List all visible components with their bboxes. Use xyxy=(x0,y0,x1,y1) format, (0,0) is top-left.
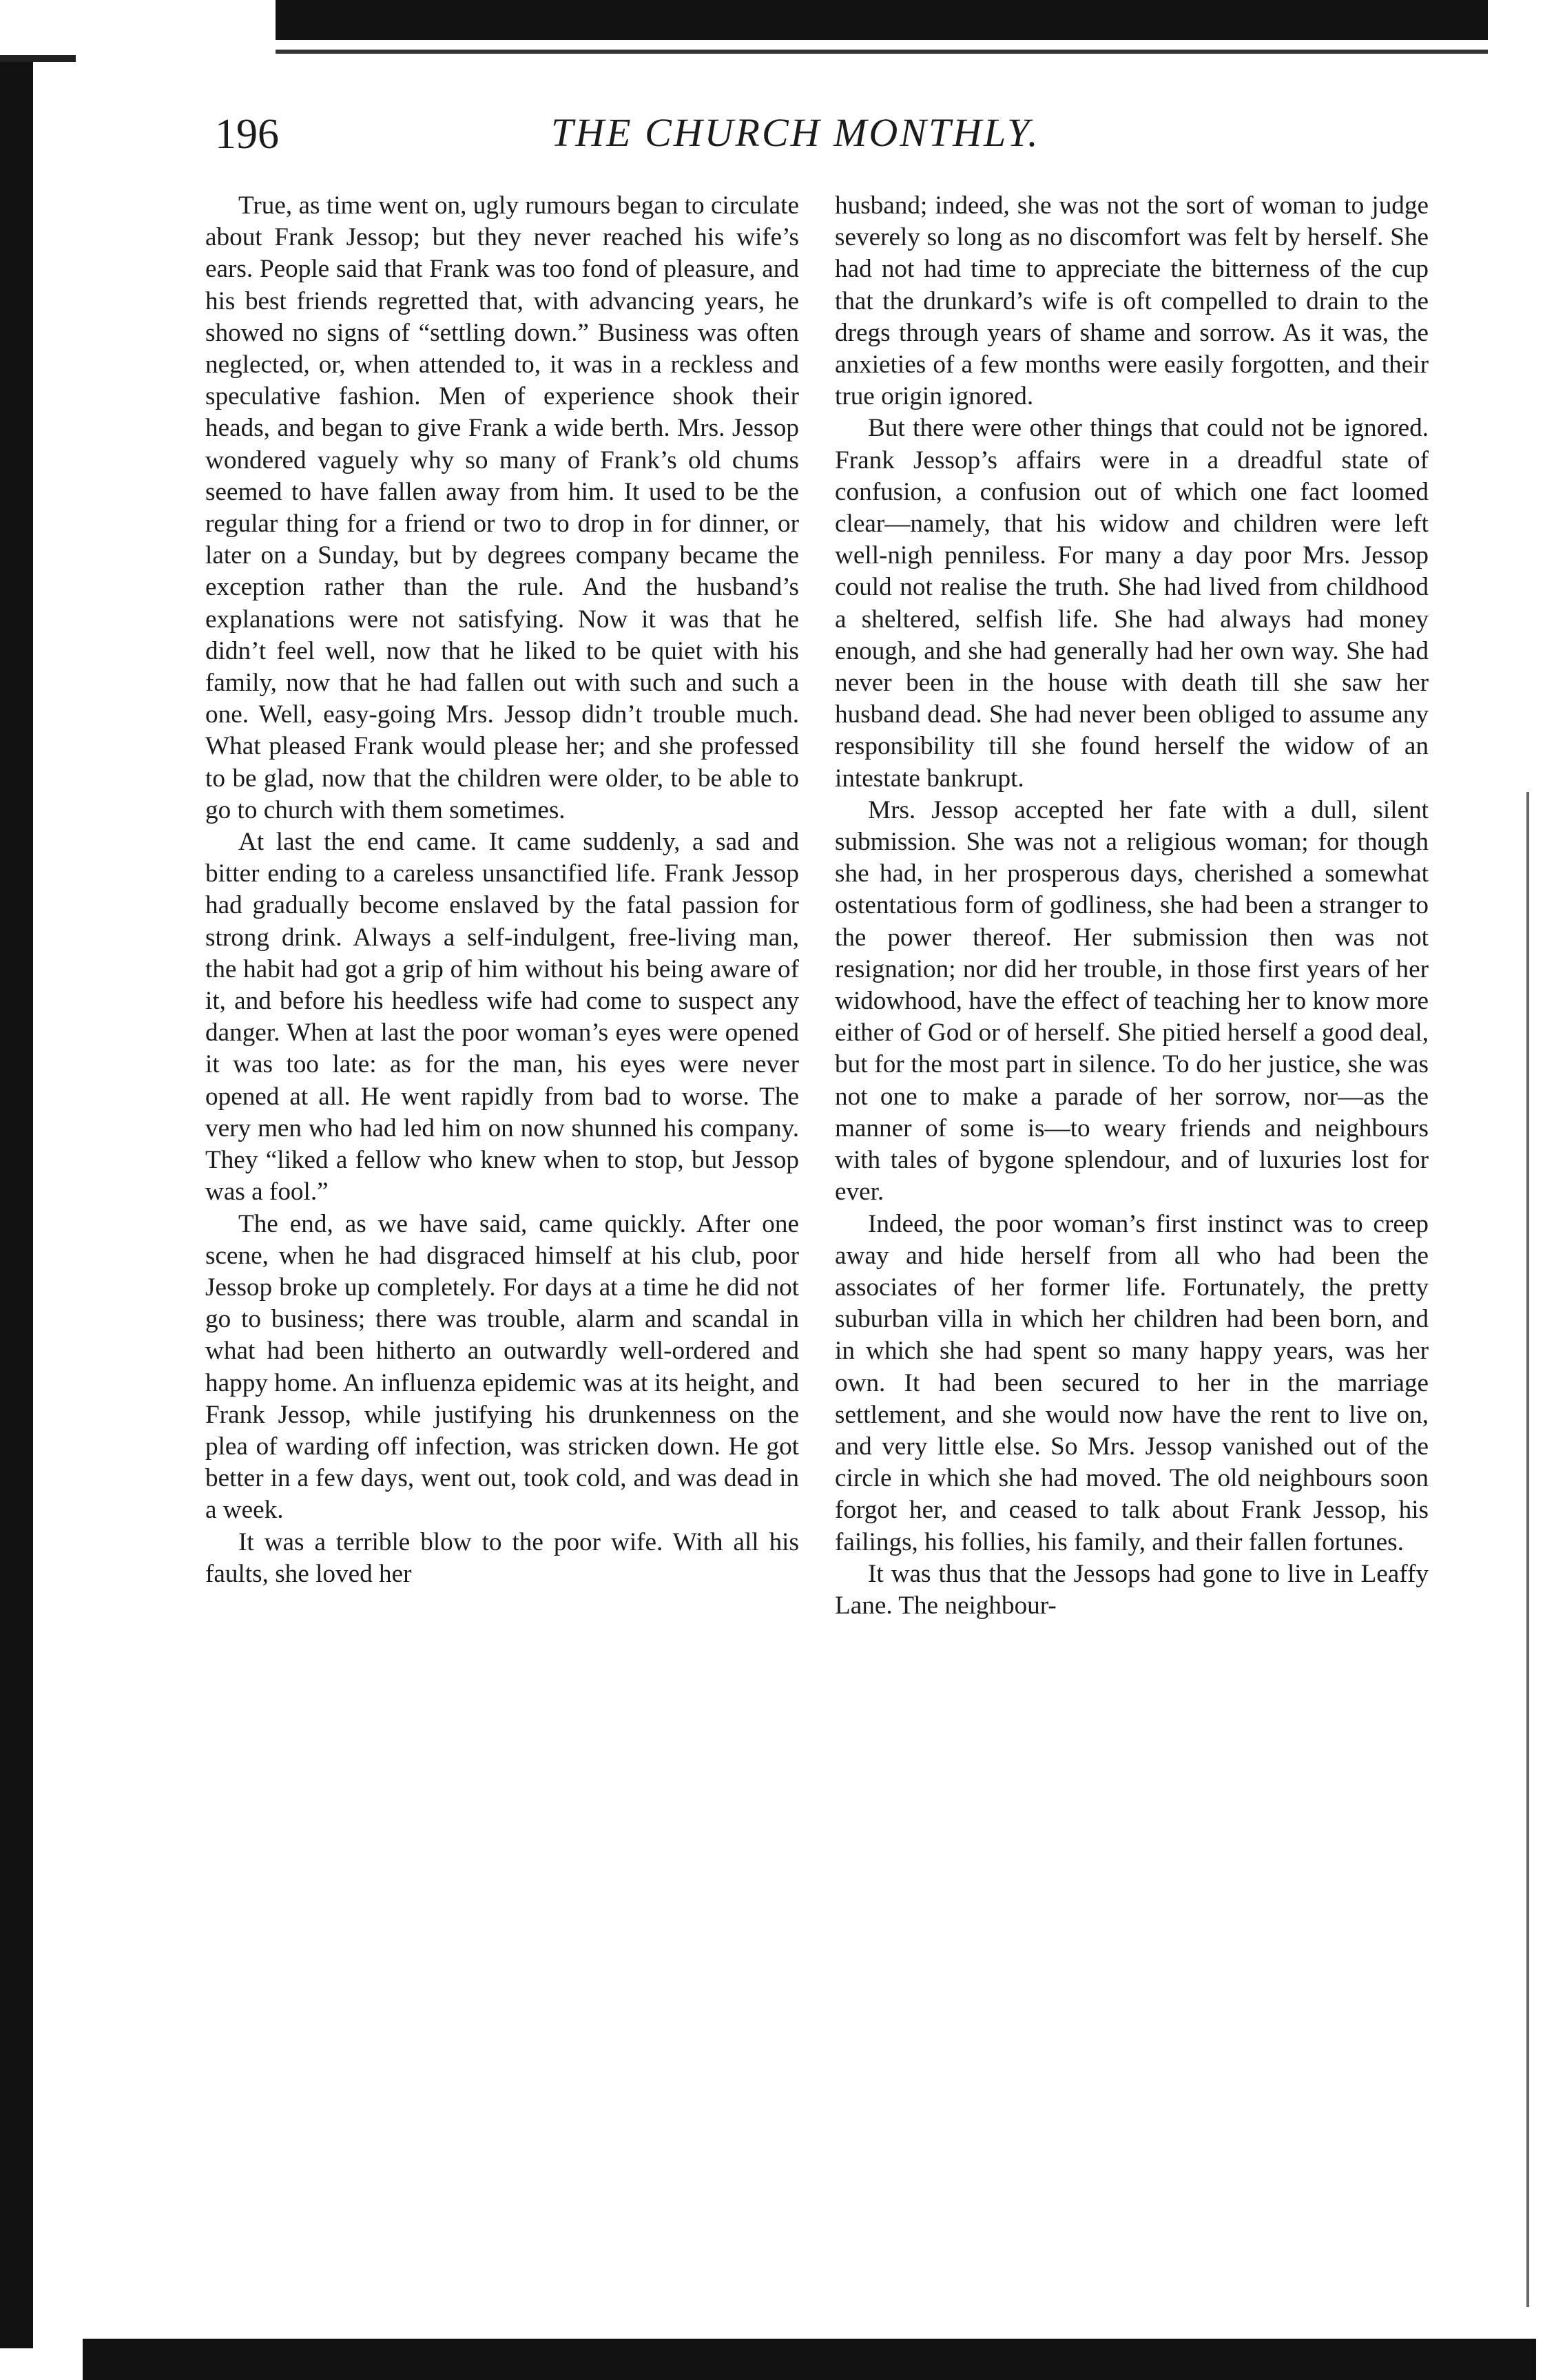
paragraph: Mrs. Jessop accepted her fate with a dull, silent submission. She was not a religious woman; for though she had, in her prosperous days, cherished a somewhat ostentatious form of godliness, she had been a stranger to the power thereof. Her submission then was not resignation; nor did her trouble, in those first years of her widowhood, have the effect of teaching her to know more either of God or of herself. She pitied herself a good deal, but for the most part in silence. To do her justice, she was not one to make a parade of her sorrow, nor—as the manner of some is—to weary friends and neighbours with tales of bygone splendour, and of luxuries lost for ever. xyxy=(835,795,1429,1207)
top-thin-rule xyxy=(276,50,1488,54)
paragraph: True, as time went on, ugly rumours began to circulate about Frank Jessop; but they never reached his wife’s ears. People said that Frank was too fond of pleasure, and his best friends regretted that, with advancing years, he showed no signs of “settling down.” Business was often neglected, or, when attended to, it was in a reckless and speculative fashion. Men of experience shook their heads, and began to give Frank a wide berth. Mrs. Jessop wondered vaguely why so many of Frank’s old chums seemed to have fallen away from him. It used to be the regular thing for a friend or two to drop in for dinner, or later on a Sunday, but by degrees company became the exception rather than the rule. And the husband’s explanations were not satisfying. Now it was that he didn’t feel well, now that he liked to be quiet with his family, now that he had fallen out with such and such a one. Well, easy-going Mrs. Jessop didn’t trouble much. What pleased Frank would please her; and she professed to be glad, now that the children were older, to be able to go to church with them sometimes. xyxy=(205,191,799,824)
running-title: THE CHURCH MONTHLY. xyxy=(551,110,1040,155)
left-border-rule xyxy=(0,55,33,2348)
right-column xyxy=(835,190,1429,1622)
page-number: 196 xyxy=(215,111,279,158)
paragraph: Indeed, the poor woman’s first instinct was to creep away and hide herself from all who had been the associates of her former life. Fortunately, the pretty suburban villa in which her children had been born, and in which she had spent so many happy years, was her own. It had been secured to her in the marriage settlement, and she would now have the rent to live on, and very little else. So Mrs. Jessop vanished out of the circle in which she had moved. The old neighbours soon forgot her, and ceased to talk about Frank Jessop, his failings, his follies, his family, and their fallen fortunes. xyxy=(835,1209,1429,1556)
bottom-border-rule xyxy=(83,2339,1536,2380)
top-border-rule xyxy=(276,0,1488,40)
paragraph: It was a terrible blow to the poor wife. With all his faults, she loved her xyxy=(205,1527,799,1588)
paragraph: At last the end came. It came suddenly, a sad and bitter ending to a careless unsanctified life. Frank Jessop had gradually become enslaved by the fatal passion for strong drink. Always a self-indulgent, free-living man, the habit had got a grip of him without his being aware of it, and before his heedless wife had come to suspect any danger. When at last the poor woman’s eyes were opened it was too late: as for the man, his eyes were never opened at all. He went rapidly from bad to worse. The very men who had led him on now shunned his company. They “liked a fellow who knew when to stop, but Jessop was a fool.” xyxy=(205,828,799,1207)
paragraph: But there were other things that could not be ignored. Frank Jessop’s affairs were in a dreadful state of confusion, a confusion out of which one fact loomed clear—namely, that his widow and children were left well-nigh penniless. For many a day poor Mrs. Jessop could not realise the truth. She had lived from childhood a sheltered, selfish life. She had always had money enough, and she had generally had her own way. She had never been in the house with death till she saw her husband dead. She had never been obliged to assume any responsibility till she found herself the widow of an intestate bankrupt. xyxy=(835,414,1429,793)
left-border-cap xyxy=(0,55,76,62)
paragraph: The end, as we have said, came quickly. After one scene, when he had disgraced himself at his club, poor Jessop broke up completely. For days at a time he did not go to business; there was trouble, alarm and scandal in what had been hitherto an outwardly well-ordered and happy home. An influenza epidemic was at its height, and Frank Jessop, while justifying his drunkenness on the plea of warding off infection, was stricken down. He got better in a few days, went out, took cold, and was dead in a week. xyxy=(205,1209,799,1525)
right-page-edge xyxy=(1526,792,1529,2307)
paragraph-continuation: husband; indeed, she was not the sort of woman to judge severely so long as no discomfort was felt by herself. She had not had time to appreciate the bitterness of the cup that the drunkard’s wife is oft compelled to drain to the dregs through years of shame and sorrow. As it was, the anxieties of a few months were easily forgotten, and their true origin ignored. xyxy=(835,191,1429,411)
paragraph: It was thus that the Jessops had gone to live in Leaffy Lane. The neighbour- xyxy=(835,1559,1429,1620)
left-column xyxy=(205,190,799,1590)
